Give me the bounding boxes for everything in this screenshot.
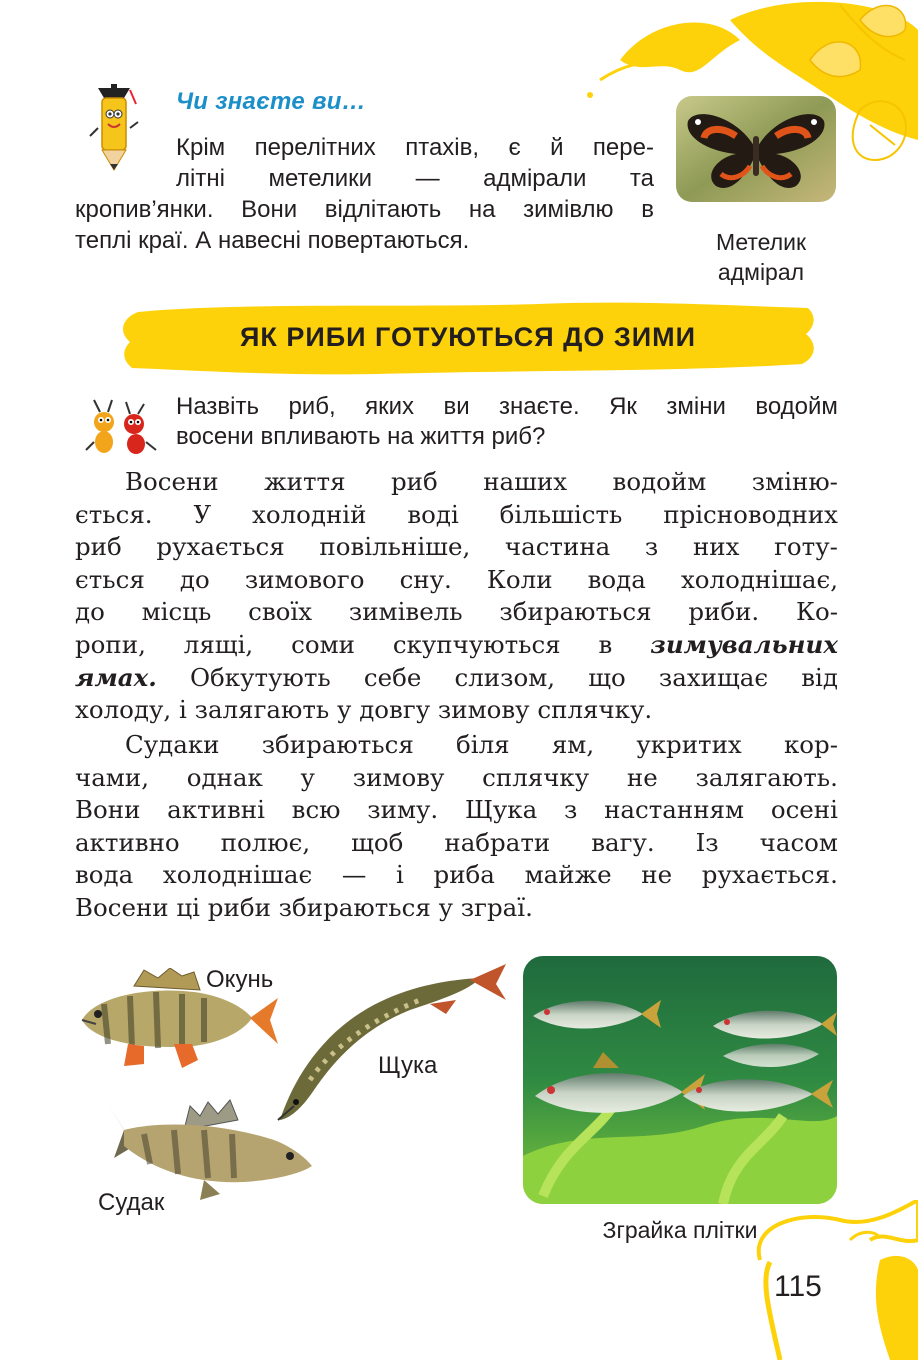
paragraph1-line-7: ямах. Обкутують себе слизом, що захищає від <box>75 662 838 695</box>
paragraph1-line-5: до місць своїх зимівель збираються риби. Ко- <box>75 597 838 627</box>
paragraph1-line-3: риб рухається повільніше, частина з них готу- <box>75 532 838 562</box>
paragraph2-line-6: Восени ці риби збираються у зграї. <box>75 893 533 922</box>
butterfly-caption-line-2: адмірал <box>717 259 805 285</box>
paragraph1-line-8: холоду, і залягають у довгу зимову сплячку. <box>75 695 653 725</box>
section-heading: ЯК РИБИ ГОТУЮТЬСЯ ДО ЗИМИ <box>239 322 697 352</box>
paragraph2-line-5: вода холоднішає — і риба майже не рухається. <box>75 860 838 890</box>
pike-label: Щука <box>378 1052 438 1079</box>
emphasis-term: зимувальних <box>650 630 838 659</box>
paragraph1-line-1: Восени життя риб наших водойм зміню- <box>125 467 838 496</box>
paragraph1-line-6: ропи, лящі, соми скупчуються в зимувальних <box>75 629 838 662</box>
did-you-know-line-3: кропив’янки. Вони відлітають на зимівлю в <box>75 196 654 223</box>
zander-label: Судак <box>98 1189 165 1216</box>
butterfly-caption-line-1: Метелик <box>715 229 807 255</box>
roach-caption: Зграйка плітки <box>602 1217 758 1243</box>
paragraph2-line-2: чами, однак у зимову сплячку не залягають. <box>75 762 838 792</box>
did-you-know-title: Чи знаєте ви… <box>176 88 367 115</box>
admiral-butterfly-photo <box>676 96 836 202</box>
paragraph1-line-2: ється. У холодній воді більшість прісноводних <box>75 499 838 529</box>
paragraph2-line-4: активно полює, щоб набрати вагу. Із часом <box>75 827 838 857</box>
roach-shoal-photo <box>523 956 837 1204</box>
did-you-know-line-4: теплі краї. А навесні повертаються. <box>75 227 470 254</box>
page-number: 115 <box>774 1270 822 1303</box>
ants-mascot-icon <box>82 392 160 458</box>
question-line-2: восени впливають на життя риб? <box>176 423 546 450</box>
did-you-know-line-2: літні метелики — адмірали та <box>176 165 654 192</box>
did-you-know-line-1: Крім перелітних птахів, є й пере- <box>176 134 654 161</box>
paragraph2-line-3: Вони активні всю зиму. Щука з настанням осені <box>75 795 838 825</box>
emphasis-term: ямах. <box>75 662 157 692</box>
pencil-mascot-icon <box>84 84 144 174</box>
zander-fish-image <box>104 1090 316 1204</box>
question-line-1: Назвіть риб, яких ви знаєте. Як зміни водойм <box>176 393 838 420</box>
paragraph2-line-1: Судаки збираються біля ям, укритих кор- <box>125 730 838 759</box>
perch-label: Окунь <box>206 966 274 993</box>
paragraph1-line-4: ється до зимового сну. Коли вода холоднішає, <box>75 564 838 594</box>
